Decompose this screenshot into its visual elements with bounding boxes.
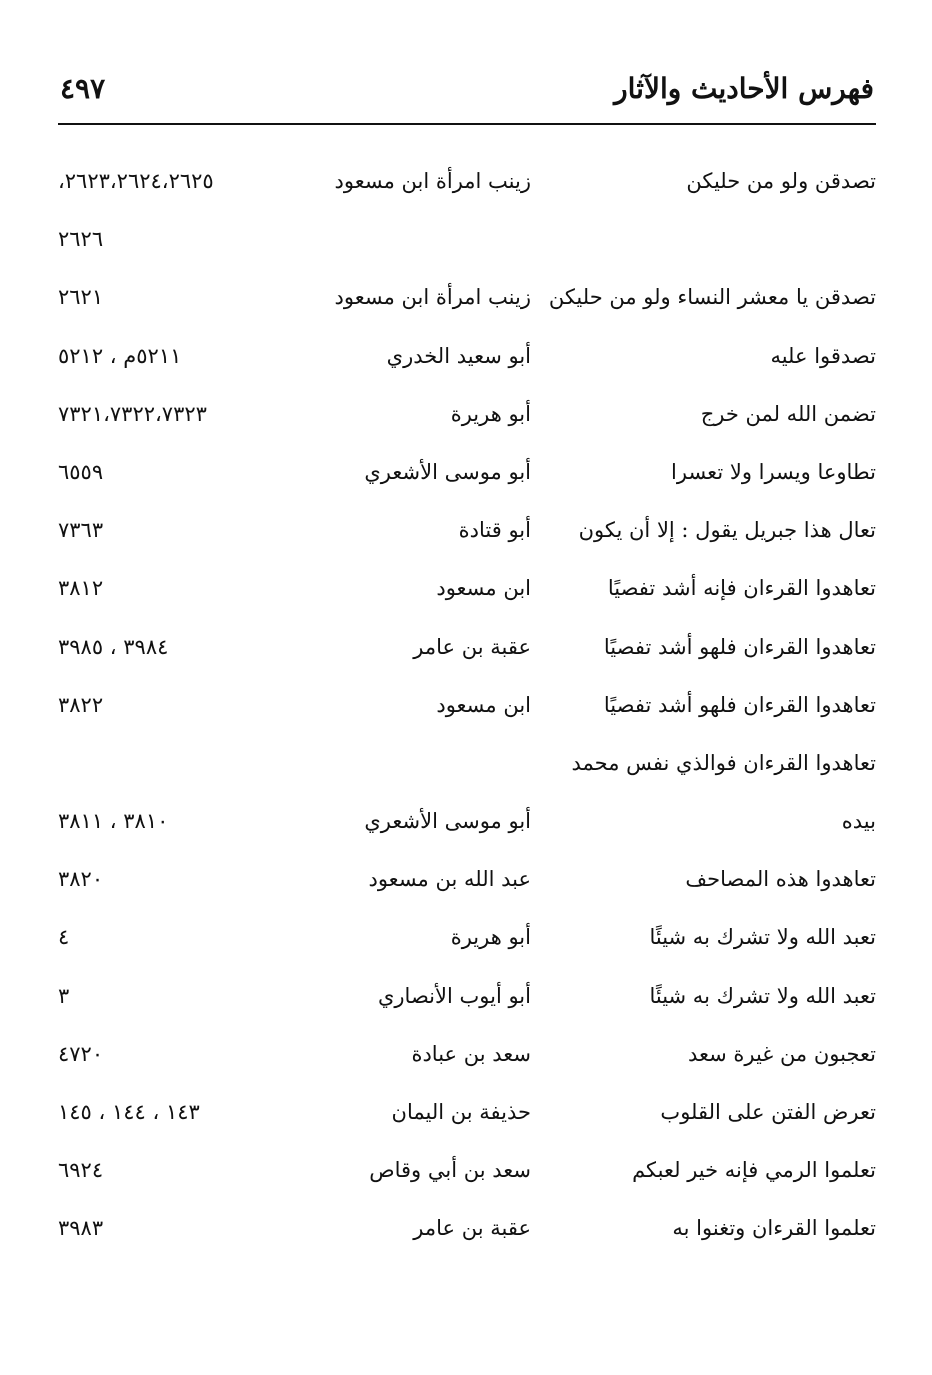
narrator-name: عقبة بن عامر (413, 1216, 531, 1241)
hadith-text: تعاهدوا القرءان فإنه أشد تفصيًا (607, 576, 876, 601)
hadith-text: تصدقن ولو من حليكن (686, 169, 876, 193)
narrator-name: سعد بن عبادة (411, 1041, 531, 1066)
index-entry (58, 618, 876, 676)
hadith-reference-numbers: ٣٨١٢ (58, 576, 104, 601)
index-entry (58, 501, 876, 559)
narrator-name: أبو هريرة (450, 401, 531, 426)
hadith-reference-numbers: ٥٢١١م ، ٥٢١٢ (58, 343, 182, 368)
index-entry (58, 734, 876, 792)
hadith-reference-numbers: ٢٦٢٦ (58, 227, 104, 252)
narrator-name: حذيفة بن اليمان (391, 1100, 531, 1124)
index-entry (58, 1083, 876, 1141)
hadith-text: تعاهدوا القرءان فلهو أشد تفصيًا (603, 634, 876, 659)
narrator-name: أبو موسى الأشعري (364, 809, 531, 834)
hadith-text: تضمن الله لمن خرج (700, 401, 876, 426)
hadith-reference-numbers: ٣ (58, 983, 70, 1008)
hadith-text: تصدقوا عليه (770, 343, 876, 368)
hadith-reference-numbers: ٣٨٢٢ (58, 692, 104, 717)
index-entry (58, 676, 876, 734)
hadith-reference-numbers: ٣٩٨٣ (58, 1216, 104, 1241)
narrator-name: سعد بن أبي وقاص (369, 1158, 531, 1183)
hadith-reference-numbers: ٦٩٢٤ (58, 1158, 104, 1183)
hadith-text: تطاوعا ويسرا ولا تعسرا (671, 459, 876, 484)
header-divider (58, 123, 876, 125)
index-entry (58, 792, 876, 850)
index-entry (58, 327, 876, 385)
hadith-reference-numbers: ٧٣٢١،٧٣٢٢،٧٣٢٣ (58, 401, 207, 426)
hadith-reference-numbers: ٣٨١٠ ، ٣٨١١ (58, 809, 169, 834)
index-entry (58, 967, 876, 1025)
hadith-text: تعبد الله ولا تشرك به شيئًا (649, 925, 876, 950)
hadith-reference-numbers: ٧٣٦٣ (58, 518, 104, 543)
narrator-name: أبو أيوب الأنصاري (377, 983, 531, 1008)
hadith-reference-numbers: ٤ (58, 925, 70, 950)
narrator-name: زينب امرأة ابن مسعود (334, 285, 531, 310)
hadith-text: بيده (841, 809, 876, 834)
index-entry (58, 210, 876, 268)
hadith-reference-numbers: ٢٦٢٣،٢٦٢٤،٢٦٢٥، (58, 169, 214, 193)
hadith-text: تعلموا الرمي فإنه خير لعبكم (632, 1158, 876, 1183)
hadith-text: تعجبون من غيرة سعد (687, 1041, 876, 1066)
index-entries (58, 152, 876, 1258)
hadith-reference-numbers: ٢٦٢١ (58, 285, 104, 310)
page-title: فهرس الأحاديث والآثار (614, 72, 874, 105)
hadith-text: تعال هذا جبريل يقول : إلا أن يكون (578, 518, 876, 543)
index-entry (58, 443, 876, 501)
index-entry (58, 1025, 876, 1083)
index-entry (58, 1199, 876, 1257)
index-entry (58, 1141, 876, 1199)
narrator-name: ابن مسعود (436, 576, 531, 601)
index-entry (58, 559, 876, 617)
narrator-name: عبد الله بن مسعود (368, 867, 531, 892)
hadith-reference-numbers: ٣٨٢٠ (58, 867, 104, 892)
narrator-name: زينب امرأة ابن مسعود (334, 169, 531, 193)
hadith-text: تعاهدوا هذه المصاحف (685, 867, 876, 892)
hadith-reference-numbers: ٤٧٢٠ (58, 1041, 104, 1066)
narrator-name: أبو سعيد الخدري (386, 343, 531, 368)
narrator-name: عقبة بن عامر (413, 634, 531, 659)
index-entry (58, 385, 876, 443)
hadith-text: تصدقن يا معشر النساء ولو من حليكن (548, 285, 876, 310)
page-number: ٤٩٧ (60, 72, 106, 105)
hadith-text: تعلموا القرءان وتغنوا به (672, 1216, 876, 1241)
hadith-text: تعرض الفتن على القلوب (660, 1100, 876, 1124)
index-entry (58, 850, 876, 908)
hadith-reference-numbers: ١٤٣ ، ١٤٤ ، ١٤٥ (58, 1100, 200, 1124)
narrator-name: أبو قتادة (458, 518, 531, 543)
index-entry (58, 152, 876, 210)
index-entry (58, 908, 876, 966)
hadith-reference-numbers: ٣٩٨٤ ، ٣٩٨٥ (58, 634, 169, 659)
hadith-text: تعاهدوا القرءان فلهو أشد تفصيًا (603, 692, 876, 717)
narrator-name: ابن مسعود (436, 692, 531, 717)
narrator-name: أبو هريرة (450, 925, 531, 950)
hadith-reference-numbers: ٦٥٥٩ (58, 459, 104, 484)
index-entry (58, 268, 876, 326)
narrator-name: أبو موسى الأشعري (364, 459, 531, 484)
hadith-text: تعاهدوا القرءان فوالذي نفس محمد (571, 750, 876, 775)
hadith-text: تعبد الله ولا تشرك به شيئًا (649, 983, 876, 1008)
